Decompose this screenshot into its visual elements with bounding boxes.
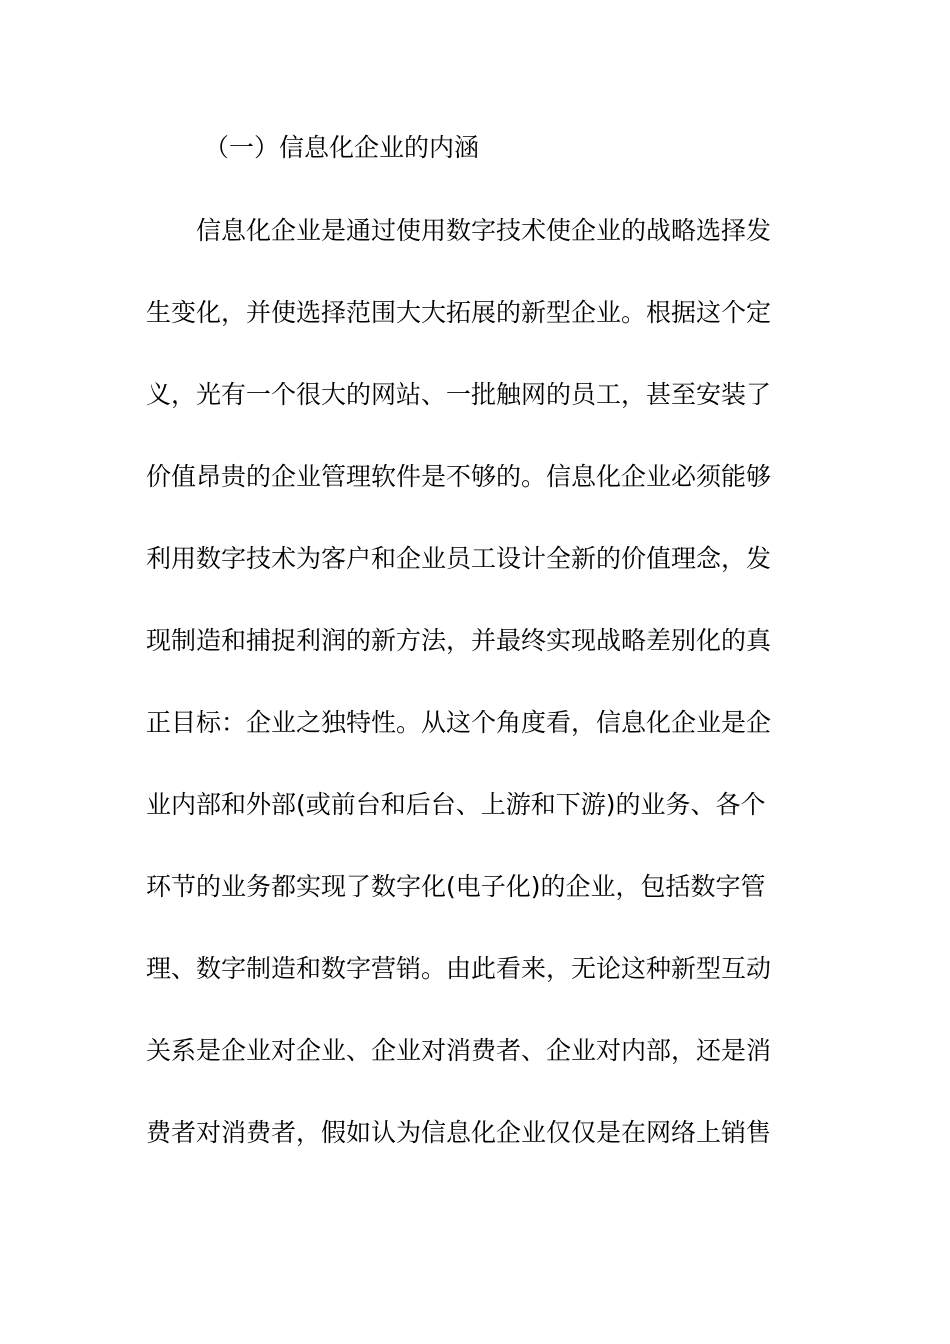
section-heading: （一）信息化企业的内涵: [204, 133, 480, 162]
paragraph-line-4: 价值昂贵的企业管理软件是不够的。信息化企业必须能够: [146, 462, 772, 491]
paragraph-line-2: 生变化，并使选择范围大大拓展的新型企业。根据这个定: [146, 298, 772, 327]
paragraph-line-8: 业内部和外部(或前台和后台、上游和下游)的业务、各个: [146, 790, 766, 819]
paragraph-line-7: 正目标：企业之独特性。从这个角度看，信息化企业是企: [146, 708, 772, 737]
paragraph-line-11: 关系是企业对企业、企业对消费者、企业对内部，还是消: [146, 1036, 772, 1065]
paragraph-line-10: 理、数字制造和数字营销。由此看来，无论这种新型互动: [146, 954, 772, 983]
paragraph-line-12: 费者对消费者，假如认为信息化企业仅仅是在网络上销售: [146, 1118, 772, 1147]
paragraph-line-5: 利用数字技术为客户和企业员工设计全新的价值理念，发: [146, 544, 772, 573]
paragraph-line-6: 现制造和捕捉利润的新方法，并最终实现战略差别化的真: [146, 626, 772, 655]
paragraph-line-1: 信息化企业是通过使用数字技术使企业的战略选择发: [196, 216, 772, 245]
paragraph-line-9: 环节的业务都实现了数字化(电子化)的企业，包括数字管: [146, 872, 766, 901]
paragraph-line-3: 义，光有一个很大的网站、一批触网的员工，甚至安装了: [146, 380, 772, 409]
